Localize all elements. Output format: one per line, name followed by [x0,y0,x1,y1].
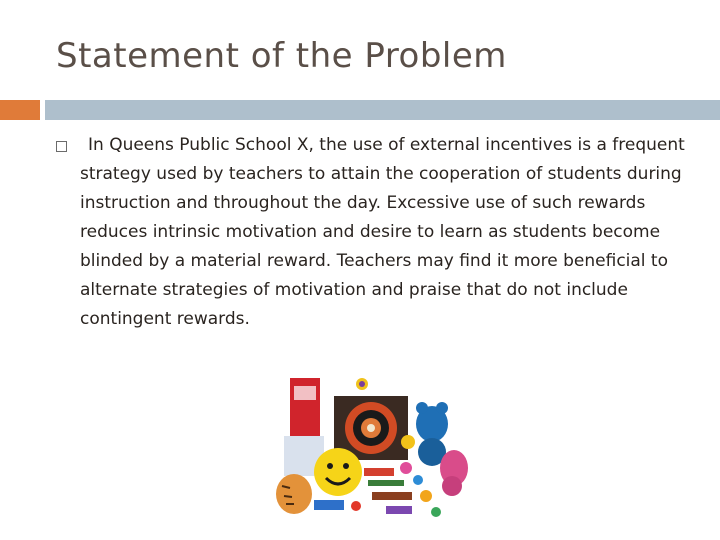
toys-and-rewards-photo [276,376,468,522]
title-accent-bar [0,100,40,120]
bullet-paragraph: In Queens Public School X, the use of external incentives is a frequent strategy used by teachers to attain the cooperation of students during instruction and throughout the day. Excessive use of such rewards reduces intrinsic motivation and desire to learn as students become blinded by a material reward. Teachers may find it more beneficial to alternate strategies of motivation and praise that do not include contingent rewards. [80,135,685,329]
bullet-square-icon [56,141,67,152]
title-rule-bar [45,100,720,120]
slide-title: Statement of the Problem [56,36,507,76]
